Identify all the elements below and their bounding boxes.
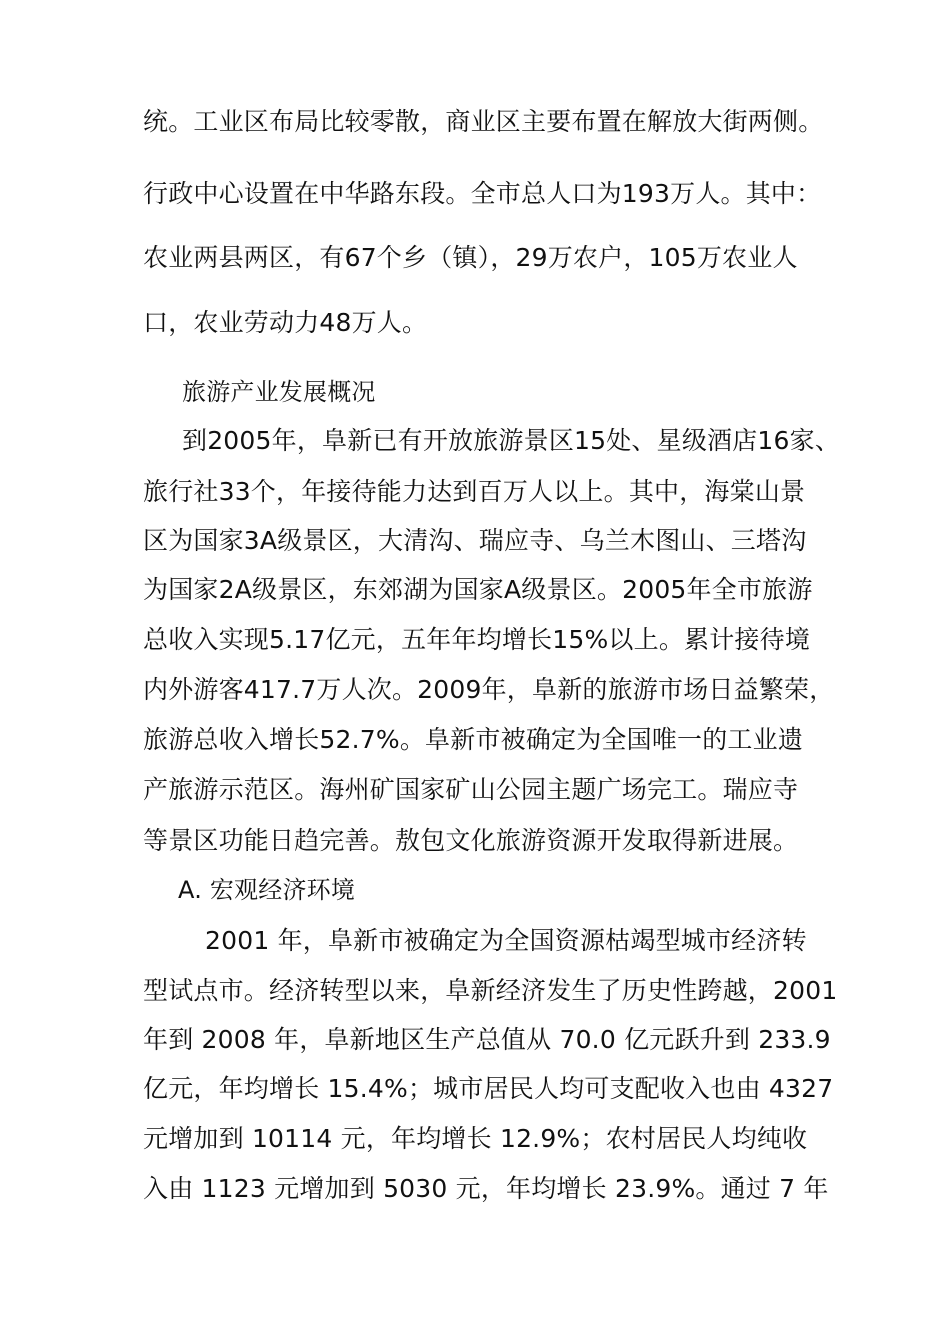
section-heading: 旅游产业发展概况: [182, 378, 376, 406]
paragraph-line: 统。工业区布局比较零散，商业区主要布置在解放大街两侧。: [143, 107, 824, 136]
paragraph-line: 年到 2008 年，阜新地区生产总值从 70.0 亿元跃升到 233.9: [143, 1025, 831, 1054]
paragraph-line: 为国家2A级景区，东郊湖为国家A级景区。2005年全市旅游: [143, 575, 813, 604]
paragraph-line: 元增加到 10114 元，年均增长 12.9%；农村居民人均纯收: [143, 1124, 808, 1153]
paragraph-line: 旅游总收入增长52.7%。阜新市被确定为全国唯一的工业遗: [143, 725, 804, 754]
paragraph-line: 行政中心设置在中华路东段。全市总人口为193万人。其中：: [143, 179, 822, 208]
paragraph-line: 产旅游示范区。海州矿国家矿山公园主题广场完工。瑞应寺: [143, 775, 799, 804]
paragraph-line: 等景区功能日趋完善。敖包文化旅游资源开发取得新进展。: [143, 826, 799, 855]
paragraph-line: 亿元，年均增长 15.4%；城市居民人均可支配收入也由 4327: [143, 1074, 834, 1103]
section-heading: A. 宏观经济环境: [178, 876, 356, 904]
paragraph-line: 型试点市。经济转型以来，阜新经济发生了历史性跨越，2001: [143, 976, 838, 1005]
paragraph-line: 2001 年，阜新市被确定为全国资源枯竭型城市经济转: [205, 926, 807, 955]
paragraph-line: 总收入实现5.17亿元，五年年均增长15%以上。累计接待境: [143, 625, 811, 654]
paragraph-line: 农业两县两区，有67个乡（镇），29万农户，105万农业人: [143, 243, 798, 272]
paragraph-line: 入由 1123 元增加到 5030 元，年均增长 23.9%。通过 7 年: [143, 1174, 829, 1203]
paragraph-line: 口，农业劳动力48万人。: [143, 308, 428, 337]
paragraph-line: 旅行社33个，年接待能力达到百万人以上。其中，海棠山景: [143, 477, 806, 506]
paragraph-line: 到2005年，阜新已有开放旅游景区15处、星级酒店16家、: [182, 426, 841, 455]
paragraph-line: 区为国家3A级景区，大清沟、瑞应寺、乌兰木图山、三塔沟: [143, 526, 807, 555]
paragraph-line: 内外游客417.7万人次。2009年，阜新的旅游市场日益繁荣，: [143, 675, 835, 704]
